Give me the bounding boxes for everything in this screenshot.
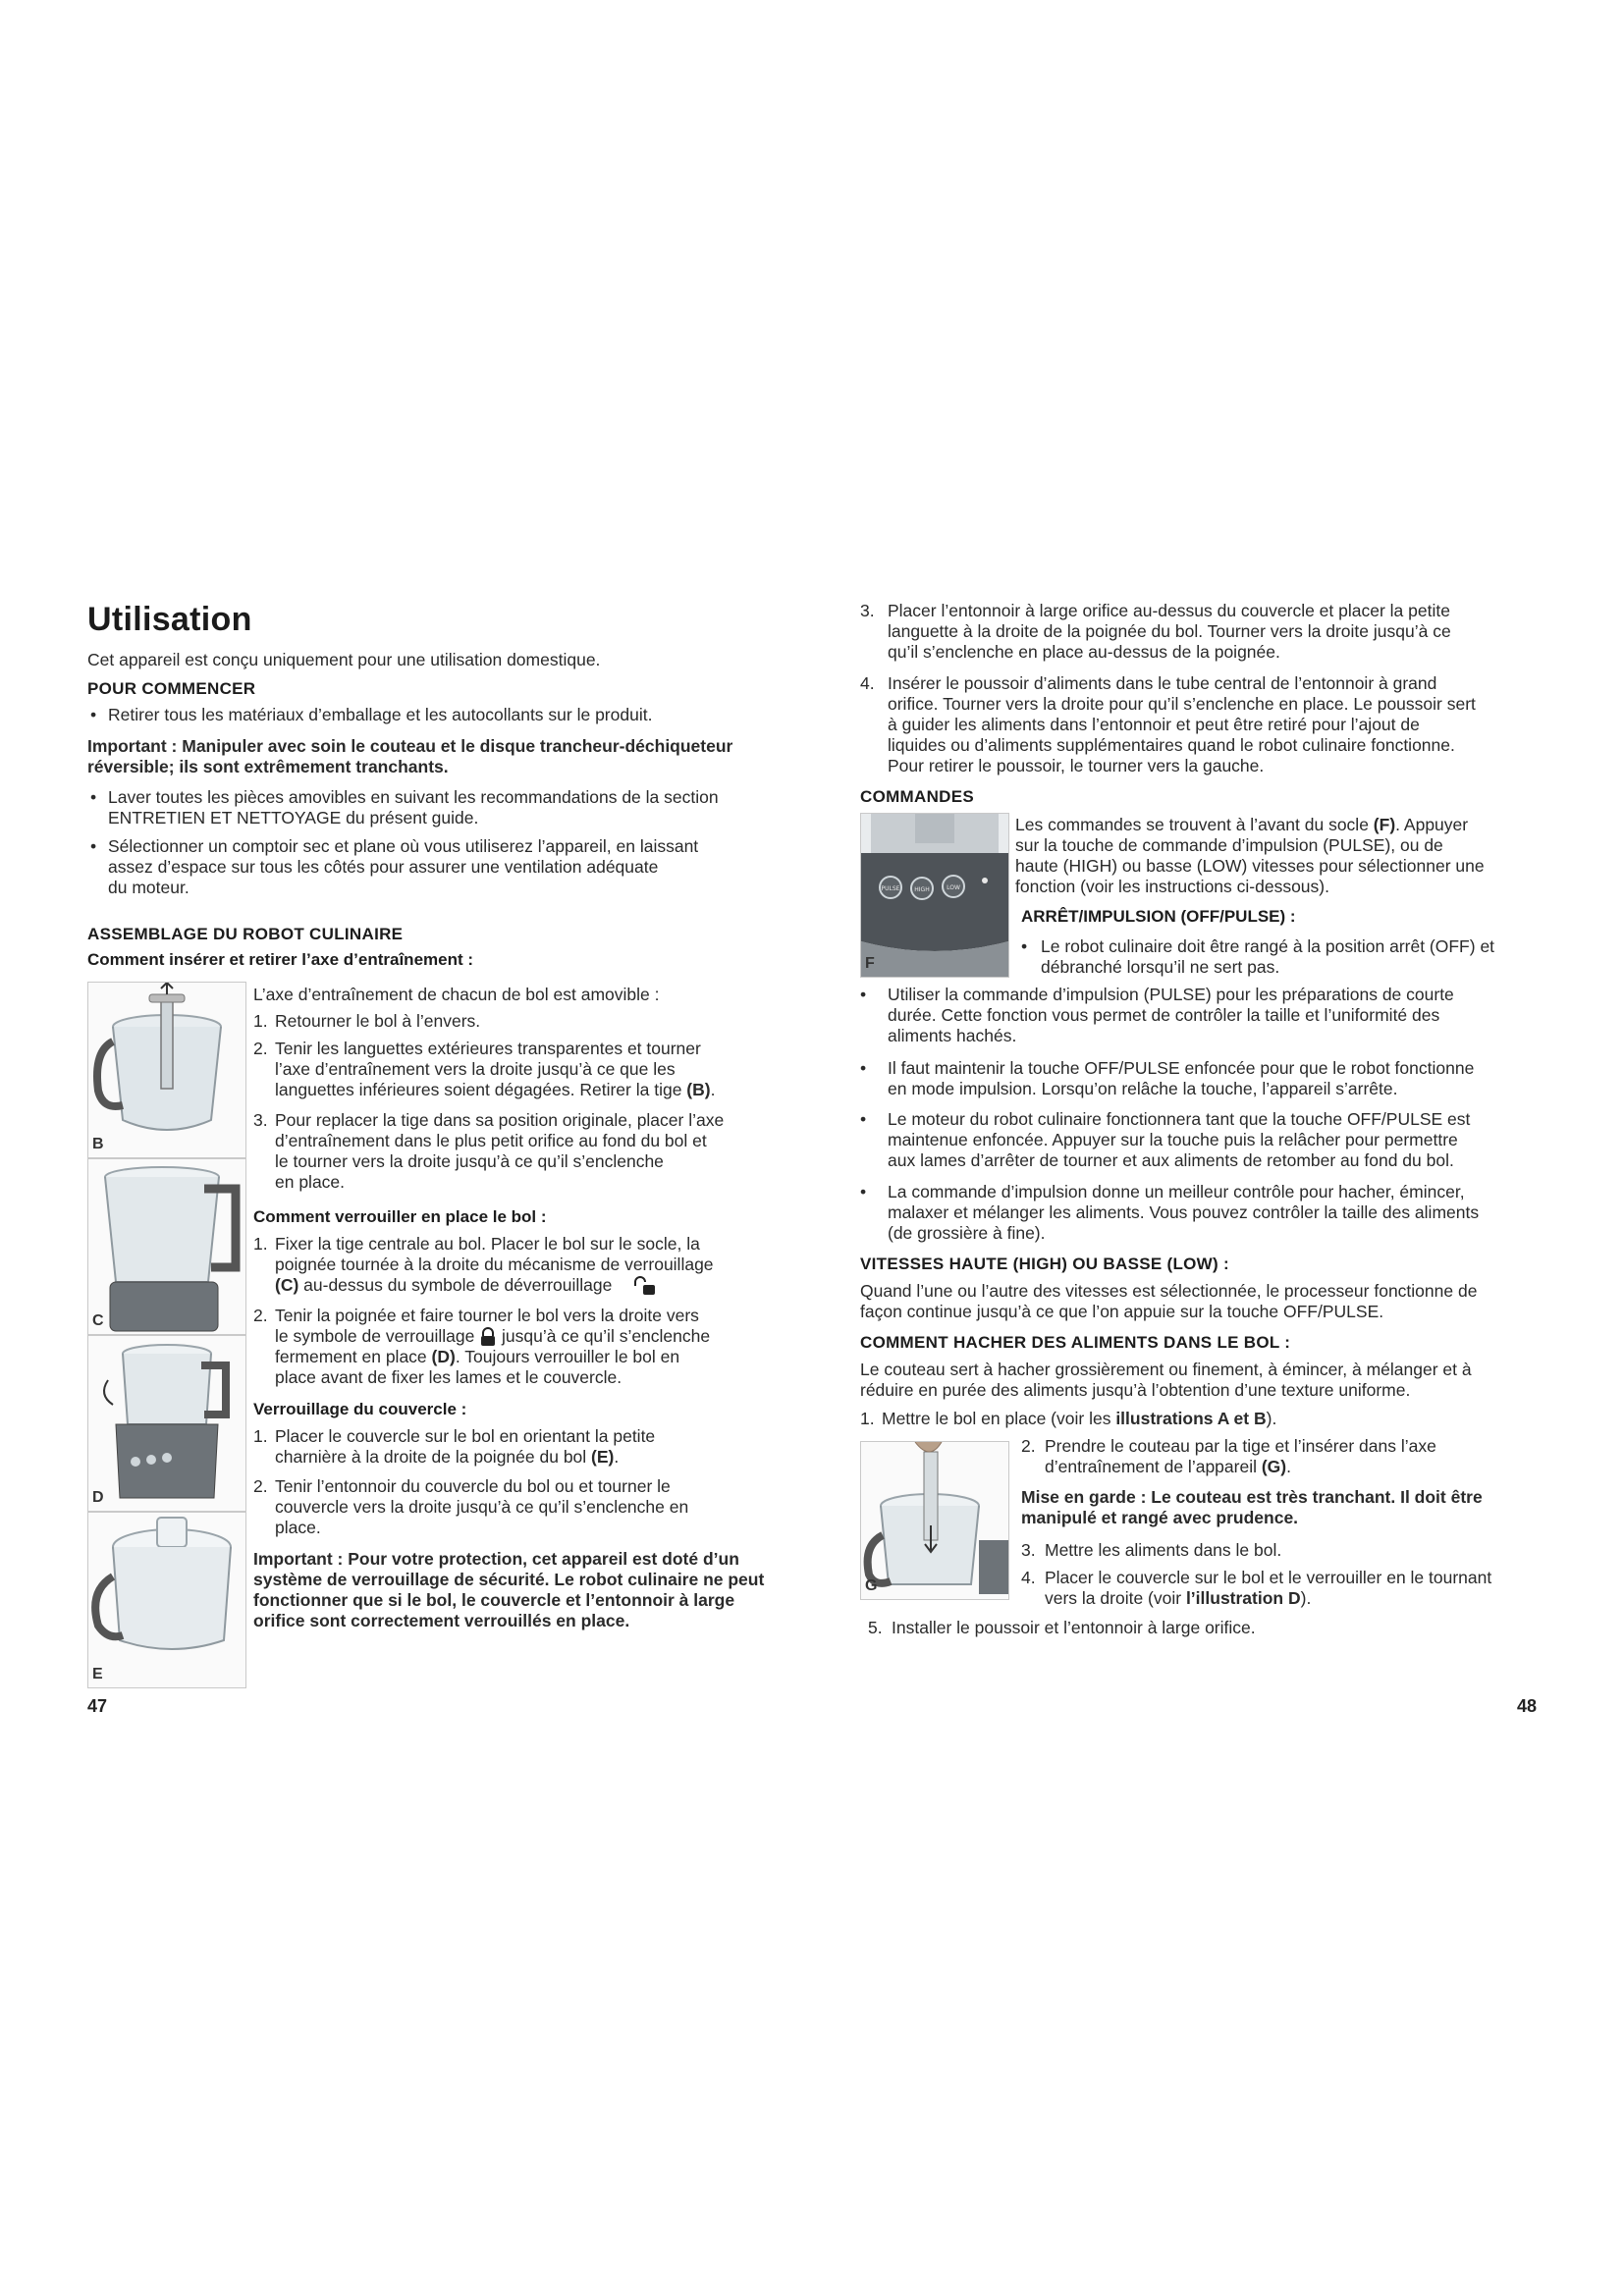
bullet-item: • Retirer tous les matériaux d’emballage et les autocollants sur le produit. <box>90 705 653 724</box>
heading-pour-commencer: POUR COMMENCER <box>87 679 256 698</box>
page-number: 47 <box>87 1696 108 1716</box>
figure-label: G <box>865 1577 878 1594</box>
figure-c <box>87 1158 246 1335</box>
subheading-off-pulse: ARRÊT/IMPULSION (OFF/PULSE) : <box>1021 907 1296 926</box>
figure-e <box>87 1512 246 1688</box>
commandes-text: Les commandes se trouvent à l’avant du socle (F). Appuyer sur la touche de commande d’impulsion (PULSE), ou de haute (HIGH) ou basse (LOW) vitesses pour sélectionner une fonction (voir les instructions ci-dessous). <box>1015 815 1485 896</box>
bullet-item: • Laver toutes les pièces amovibles en suivant les recommandations de la section ENTRETIEN ET NETTOYAGE du présent guide. <box>90 787 719 828</box>
list-item: 4. Insérer le poussoir d’aliments dans le tube central de l’entonnoir à grand orifice. Tourner vers la droite pour qu’il s’enclenche en place. Le poussoir sert à guider les aliments dans l’entonnoir et peut être retiré pour l’ajout de liquides ou d’aliments supplémentaires quand le robot culinaire fonctionne. Pour retirer le poussoir, le tourner vers la gauche. <box>860 673 1476 775</box>
bullet-item: • Utiliser la commande d’impulsion (PULSE) pour les préparations de courte durée. Cette fonction vous permet de contrôler la taille et l’uniformité des aliments hachés. <box>860 985 1454 1045</box>
vitesses-text: Quand l’une ou l’autre des vitesses est sélectionnée, le processeur fonctionne de façon continue jusqu’à ce que l’on appuie sur la touche OFF/PULSE. <box>860 1281 1478 1321</box>
bullet-item: • Le robot culinaire doit être rangé à la position arrêt (OFF) et débranché lorsqu’il ne sert pas. <box>1021 936 1495 977</box>
heading-assemblage: ASSEMBLAGE DU ROBOT CULINAIRE <box>87 925 404 943</box>
heading-hacher: COMMENT HACHER DES ALIMENTS DANS LE BOL : <box>860 1333 1291 1352</box>
list-item: 3. Mettre les aliments dans le bol. <box>1021 1540 1282 1560</box>
subheading-axe: Comment insérer et retirer l’axe d’entraînement : <box>87 950 474 969</box>
low-button-label: LOW <box>947 884 960 891</box>
axe-intro: L’axe d’entraînement de chacun de bol est amovible : <box>253 985 660 1004</box>
list-item: 1. Mettre le bol en place (voir les illustrations A et B). <box>860 1409 1277 1428</box>
figure-label: E <box>92 1666 103 1682</box>
bowl-illustration <box>88 983 245 1157</box>
control-panel-illustration <box>861 814 1008 977</box>
heading-vitesses: VITESSES HAUTE (HIGH) OU BASSE (LOW) : <box>860 1255 1229 1273</box>
subheading-verrouiller-bol: Comment verrouiller en place le bol : <box>253 1207 547 1226</box>
page-number: 48 <box>1517 1696 1538 1716</box>
list-item: 3. Pour replacer la tige dans sa position originale, placer l’axe d’entraînement dans le plus petit orifice au fond du bol et le tourner vers la droite jusqu’à ce qu’il s’enclenche en place. <box>253 1110 725 1192</box>
subheading-couvercle: Verrouillage du couvercle : <box>253 1400 467 1418</box>
intro-text: Cet appareil est conçu uniquement pour une utilisation domestique. <box>87 650 601 669</box>
figure-f <box>860 813 1009 978</box>
list-item: 1. Placer le couvercle sur le bol en orientant la petite charnière à la droite de la poignée du bol (E). <box>253 1426 656 1467</box>
bullet-item: • La commande d’impulsion donne un meilleur contrôle pour hacher, émincer, malaxer et mélanger les aliments. Vous pouvez contrôler la taille des aliments (de grossière à fine). <box>860 1182 1480 1243</box>
figure-label: C <box>92 1312 104 1329</box>
important-safety-note: Important : Pour votre protection, cet appareil est doté d’un système de verrouillage de sécurité. Le robot culinaire ne peut fonctionner que si le bol, le couvercle et l’entonnoir à large orifice sont correctement verrouillés en place. <box>253 1549 765 1630</box>
figure-label: F <box>865 955 875 972</box>
blade-illustration <box>861 1442 1008 1599</box>
list-item: 2. Prendre le couteau par la tige et l’insérer dans l’axe d’entraînement de l’appareil (G). <box>1021 1436 1436 1476</box>
high-button-label: HIGH <box>914 886 930 893</box>
list-item: 2. Tenir l’entonnoir du couvercle du bol ou et tourner le couvercle vers la droite jusqu’à ce qu’il s’enclenche en place. <box>253 1476 689 1537</box>
lid-illustration <box>88 1513 245 1687</box>
unlock-icon <box>632 1276 658 1296</box>
list-item: 1. Fixer la tige centrale au bol. Placer le bol sur le socle, la poignée tournée à la droite du mécanisme de verrouillage (C) au-dessus du symbole de déverrouillage <box>253 1234 714 1295</box>
bullet-item: • Sélectionner un comptoir sec et plane où vous utiliserez l’appareil, en laissant assez d’espace sur tous les côtés pour assurer une ventilation adéquate du moteur. <box>90 836 699 897</box>
important-note: Important : Manipuler avec soin le couteau et le disque trancheur-déchiqueteur réversible; ils sont extrêmement tranchants. <box>87 736 733 776</box>
figure-label: D <box>92 1489 104 1506</box>
warning-note: Mise en garde : Le couteau est très tranchant. Il doit être manipulé et rangé avec prudence. <box>1021 1487 1483 1527</box>
pulse-button-label: PULSE <box>881 885 900 892</box>
figure-b <box>87 982 246 1158</box>
bullet-item: • Le moteur du robot culinaire fonctionnera tant que la touche OFF/PULSE est maintenue enfoncée. Appuyer sur la touche puis la relâcher pour permettre aux lames d’arrêter de tourner et aux aliments de retomber au fond du bol. <box>860 1109 1471 1170</box>
figure-d <box>87 1335 246 1512</box>
figure-g <box>860 1441 1009 1600</box>
list-item: 4. Placer le couvercle sur le bol et le verrouiller en le tournant vers la droite (voir l’illustration D). <box>1021 1568 1492 1608</box>
heading-commandes: COMMANDES <box>860 787 975 806</box>
lock-illustration <box>88 1336 245 1511</box>
list-item: 3. Placer l’entonnoir à large orifice au-dessus du couvercle et placer la petite languette à la droite de la poignée du bol. Tourner vers la droite jusqu’à ce qu’il s’enclenche en place au-dessus de la poignée. <box>860 601 1451 662</box>
bullet-item: • Il faut maintenir la touche OFF/PULSE enfoncée pour que le robot fonctionne en mode impulsion. Lorsqu’on relâche la touche, l’appareil s’arrête. <box>860 1058 1475 1098</box>
page-title: Utilisation <box>87 601 252 638</box>
list-item: 2. Tenir les languettes extérieures transparentes et tourner l’axe d’entraînement vers la droite jusqu’à ce que les languettes inférieures soient dégagées. Retirer la tige (B). <box>253 1039 716 1099</box>
list-item: 5. Installer le poussoir et l’entonnoir à large orifice. <box>868 1618 1256 1637</box>
hacher-text: Le couteau sert à hacher grossièrement ou finement, à émincer, à mélanger et à réduire en purée des aliments jusqu’à l’obtention d’une texture uniforme. <box>860 1360 1472 1400</box>
list-item: 1. Retourner le bol à l’envers. <box>253 1011 481 1031</box>
lock-icon <box>479 1327 497 1347</box>
bowl-on-base-illustration <box>88 1159 245 1334</box>
list-item: 2. Tenir la poignée et faire tourner le bol vers la droite vers le symbole de verrouillage jusqu’à ce qu’il s’enclenche fermement en place (D). Toujours verrouiller le bol en place avant de fixer les lames et le couvercle. <box>253 1306 711 1388</box>
figure-label: B <box>92 1136 104 1152</box>
